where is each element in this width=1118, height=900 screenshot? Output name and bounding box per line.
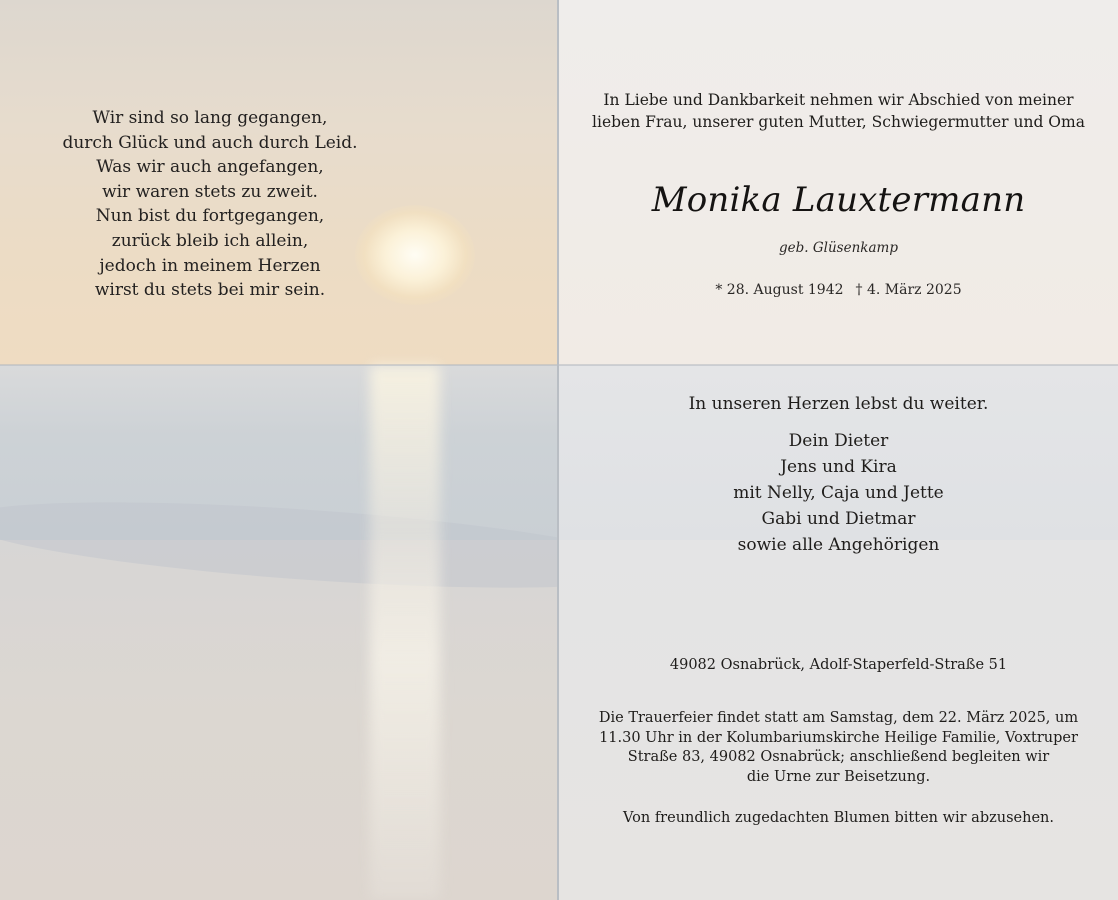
ceremony-line: Straße 83, 49082 Osnabrück; anschließend begleiten wir bbox=[627, 749, 1050, 765]
poem-line: Was wir auch angefangen, bbox=[96, 157, 324, 178]
intro-text bbox=[559, 90, 1118, 133]
ceremony-line: Die Trauerfeier findet statt am Samstag, dem 22. März 2025, um bbox=[598, 710, 1079, 726]
mourners-list bbox=[559, 428, 1118, 558]
birth-date: * 28. August 1942 bbox=[715, 282, 844, 298]
ceremony-line: die Urne zur Beisetzung. bbox=[746, 768, 931, 785]
maiden-name: geb. Glüsenkamp bbox=[779, 240, 898, 256]
horizon-line bbox=[559, 364, 1118, 366]
life-dates bbox=[559, 282, 1118, 298]
deceased-name: Monika Lauxtermann bbox=[651, 180, 1026, 220]
poem-line: wir waren stets zu zweit. bbox=[102, 181, 318, 202]
ceremony-info bbox=[559, 709, 1118, 787]
mourner: Dein Dieter bbox=[788, 431, 889, 451]
motto: In unseren Herzen lebst du weiter. bbox=[688, 394, 989, 414]
ceremony-line: 11.30 Uhr in der Kolumbariumskirche Heilige Familie, Voxtruper bbox=[599, 729, 1078, 746]
horizon-line bbox=[0, 364, 557, 366]
right-panel-notice bbox=[559, 0, 1118, 900]
poem-line: Nun bist du fortgegangen, bbox=[95, 206, 325, 227]
poem-line: zurück bleib ich allein, bbox=[111, 230, 309, 251]
beach bbox=[0, 540, 557, 900]
address: 49082 Osnabrück, Adolf-Staperfeld-Straße 51 bbox=[669, 657, 1008, 673]
death-date: † 4. März 2025 bbox=[855, 282, 962, 298]
poem-line: durch Glück und auch durch Leid. bbox=[62, 132, 358, 153]
left-panel-sunset-photo bbox=[0, 0, 557, 900]
poem-line: wirst du stets bei mir sein. bbox=[94, 280, 326, 301]
flowers-note: Von freundlich zugedachten Blumen bitten wir abzusehen. bbox=[623, 810, 1054, 826]
mourner: sowie alle Angehörigen bbox=[737, 535, 940, 555]
intro-line: lieben Frau, unserer guten Mutter, Schwiegermutter und Oma bbox=[592, 112, 1085, 131]
poem-line: jedoch in meinem Herzen bbox=[99, 255, 321, 276]
sun-reflection bbox=[370, 365, 440, 900]
mourner: Jens und Kira bbox=[780, 457, 897, 477]
poem bbox=[0, 106, 420, 303]
poem-line: Wir sind so lang gegangen, bbox=[92, 108, 328, 128]
intro-line: In Liebe und Dankbarkeit nehmen wir Abschied von meiner bbox=[603, 91, 1074, 109]
mourner: Gabi und Dietmar bbox=[761, 509, 916, 529]
mourner: mit Nelly, Caja und Jette bbox=[733, 483, 944, 503]
